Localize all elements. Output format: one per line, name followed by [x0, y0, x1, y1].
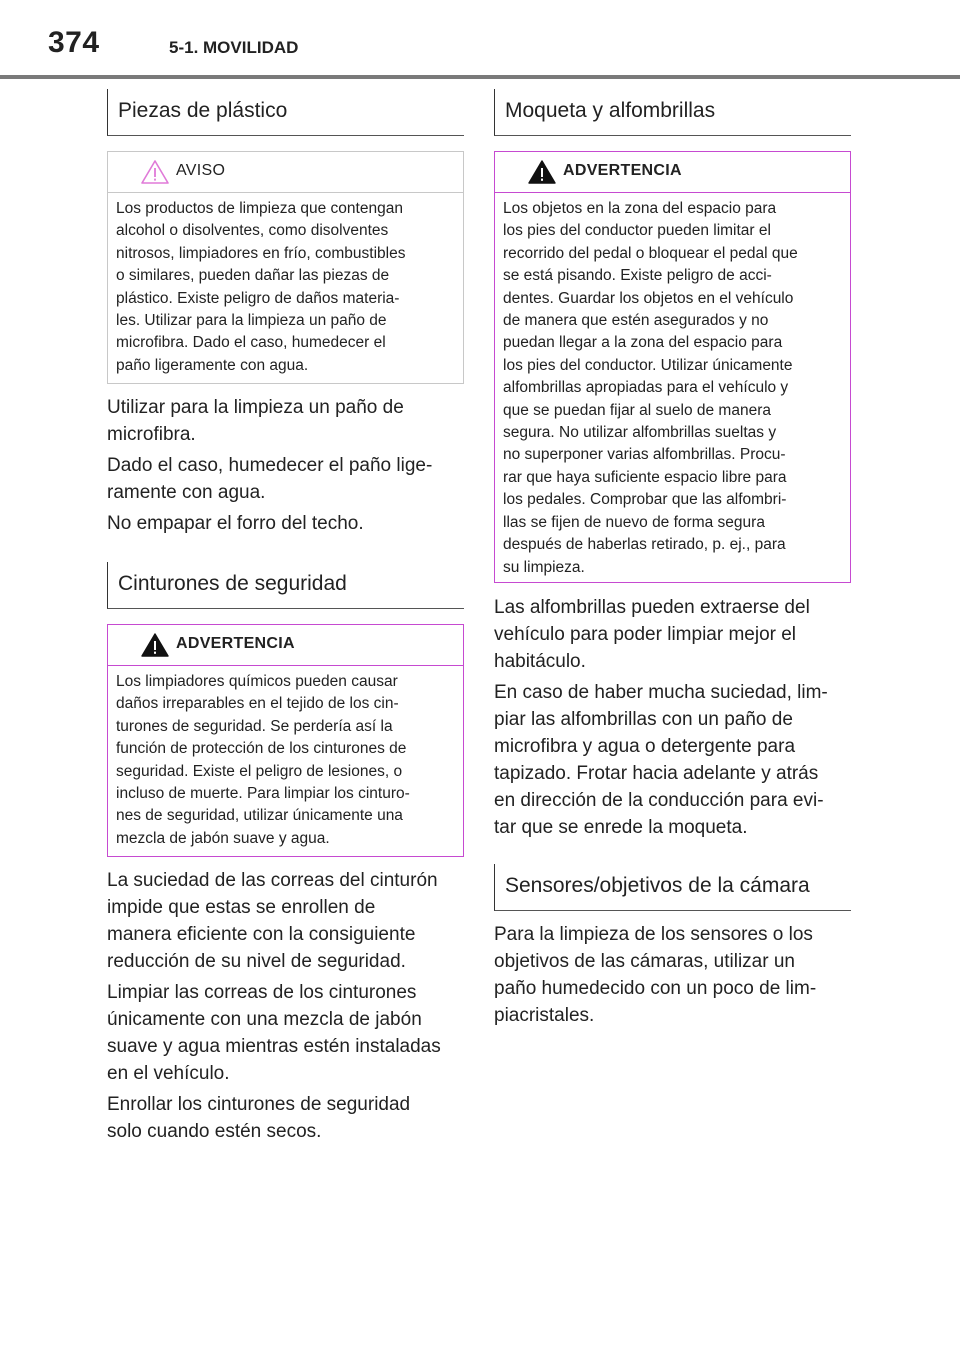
text-line: suave y agua mientras estén instaladas [107, 1036, 441, 1057]
paragraph [494, 594, 851, 675]
chapter-title: 5-1. MOVILIDAD [169, 38, 299, 57]
text-line: La suciedad de las correas del cinturón [107, 870, 438, 891]
text-line: función de protección de los cinturones de [116, 740, 407, 758]
paragraph [107, 394, 464, 448]
section-title: Piezas de plástico [118, 99, 288, 122]
text-line: impide que estas se enrollen de [107, 897, 376, 918]
text-line: únicamente con una mezcla de jabón [107, 1009, 422, 1030]
text-line: piacristales. [494, 1005, 595, 1026]
text-line: solo cuando estén secos. [107, 1121, 322, 1142]
text-line: nitrosos, limpiadores en frío, combustibles [116, 244, 406, 262]
text-line: tar que se enrede la moqueta. [494, 817, 748, 838]
text-line: microfibra. [107, 424, 196, 445]
text-line: Los limpiadores químicos pueden causar [116, 673, 398, 690]
warning-triangle-outline-icon [140, 159, 170, 185]
notice-label: AVISO [176, 162, 226, 179]
text-line: ramente con agua. [107, 482, 266, 503]
warning-label: ADVERTENCIA [563, 162, 682, 179]
section-heading-belts [107, 562, 464, 609]
section-title: Moqueta y alfombrillas [505, 99, 716, 122]
text-line: paño humedecido con un poco de lim- [494, 978, 817, 999]
notice-box [107, 151, 464, 384]
warning-box [494, 151, 851, 583]
text-line: en el vehículo. [107, 1063, 230, 1084]
text-line: recorrido del pedal o bloquear el pedal que [503, 244, 798, 262]
text-line: segura. No utilizar alfombrillas sueltas y [503, 424, 777, 442]
text-line: reducción de su nivel de seguridad. [107, 951, 406, 972]
section-title: Sensores/objetivos de la cámara [505, 874, 810, 897]
text-line: seguridad. Existe el peligro de lesiones, o [116, 762, 403, 780]
text-line: dentes. Guardar los objetos en el vehículo [503, 289, 794, 307]
text-line: En caso de haber mucha suciedad, lim- [494, 682, 828, 703]
text-line: Los productos de limpieza que contengan [116, 200, 403, 217]
text-line: su limpieza. [503, 558, 585, 576]
text-line: les. Utilizar para la limpieza un paño de [116, 312, 387, 330]
text-line: Limpiar las correas de los cinturones [107, 982, 417, 1003]
warning-header [108, 625, 463, 666]
text-line: alfombrillas apropiadas para el vehículo y [503, 379, 789, 397]
paragraph [494, 921, 851, 1029]
text-line: Las alfombrillas pueden extraerse del [494, 597, 810, 618]
text-line: Enrollar los cinturones de seguridad [107, 1094, 411, 1115]
text-line: Utilizar para la limpieza un paño de [107, 397, 404, 418]
text-line: piar las alfombrillas con un paño de [494, 709, 793, 730]
text-line: de manera que estén asegurados y no [503, 312, 769, 330]
paragraph [107, 867, 464, 975]
text-line: rar que haya suficiente espacio libre para [503, 468, 787, 486]
text-line: en dirección de la conducción para evi- [494, 790, 824, 811]
text-line: que se puedan fijar al suelo de manera [503, 401, 771, 419]
text-line: turones de seguridad. Se perdería así la [116, 717, 393, 735]
warning-triangle-filled-icon [140, 632, 170, 658]
text-line: daños irreparables en el tejido de los cin- [116, 695, 399, 713]
section-heading-plastic [107, 89, 464, 136]
paragraph [494, 679, 851, 841]
text-line: Los objetos en la zona del espacio para [503, 200, 777, 217]
text-line: incluso de muerte. Para limpiar los cinturo- [116, 785, 410, 803]
page-number: 374 [48, 26, 100, 59]
paragraph [107, 452, 464, 506]
paragraph [107, 510, 464, 537]
text-line: plástico. Existe peligro de daños materia- [116, 289, 400, 307]
text-line: microfibra y agua o detergente para [494, 736, 796, 757]
section-heading-carpet [494, 89, 851, 136]
text-line: alcohol o disolventes, como disolventes [116, 222, 389, 240]
text-line: no superponer varias alfombrillas. Procu- [503, 446, 786, 464]
text-line: llas se fijen de nuevo de forma segura [503, 513, 765, 531]
text-line: se está pisando. Existe peligro de acci- [503, 267, 772, 285]
warning-text [495, 193, 850, 587]
notice-text [108, 193, 463, 385]
text-line: nes de seguridad, utilizar únicamente una [116, 807, 403, 825]
text-line: después de haberlas retirado, p. ej., para [503, 536, 786, 554]
section-heading-sensors [494, 864, 851, 911]
text-line: objetivos de las cámaras, utilizar un [494, 951, 795, 972]
warning-label: ADVERTENCIA [176, 635, 295, 652]
text-line: habitáculo. [494, 651, 586, 672]
paragraph [107, 1091, 464, 1145]
text-line: Dado el caso, humedecer el paño lige- [107, 455, 433, 476]
text-line: vehículo para poder limpiar mejor el [494, 624, 797, 645]
page-header [0, 0, 960, 80]
warning-box [107, 624, 464, 857]
text-line: microfibra. Dado el caso, humedecer el [116, 334, 386, 352]
text-line: paño ligeramente con agua. [116, 356, 309, 374]
paragraph [107, 979, 464, 1087]
text-line: Para la limpieza de los sensores o los [494, 924, 813, 945]
warning-triangle-filled-icon [527, 159, 557, 185]
warning-header [495, 152, 850, 193]
warning-text [108, 666, 463, 858]
text-line: puedan llegar a la zona del espacio para [503, 334, 783, 352]
section-title: Cinturones de seguridad [118, 572, 347, 595]
text-line: mezcla de jabón suave y agua. [116, 829, 330, 847]
header-rule [0, 75, 960, 79]
text-line: manera eficiente con la consiguiente [107, 924, 416, 945]
text-line: No empapar el forro del techo. [107, 513, 364, 534]
text-line: los pies del conductor. Utilizar únicamente [503, 356, 793, 374]
text-line: o similares, pueden dañar las piezas de [116, 267, 390, 285]
text-line: tapizado. Frotar hacia adelante y atrás [494, 763, 819, 784]
text-line: los pedales. Comprobar que las alfombri- [503, 491, 787, 509]
text-line: los pies del conductor pueden limitar el [503, 222, 771, 240]
notice-header [108, 152, 463, 193]
